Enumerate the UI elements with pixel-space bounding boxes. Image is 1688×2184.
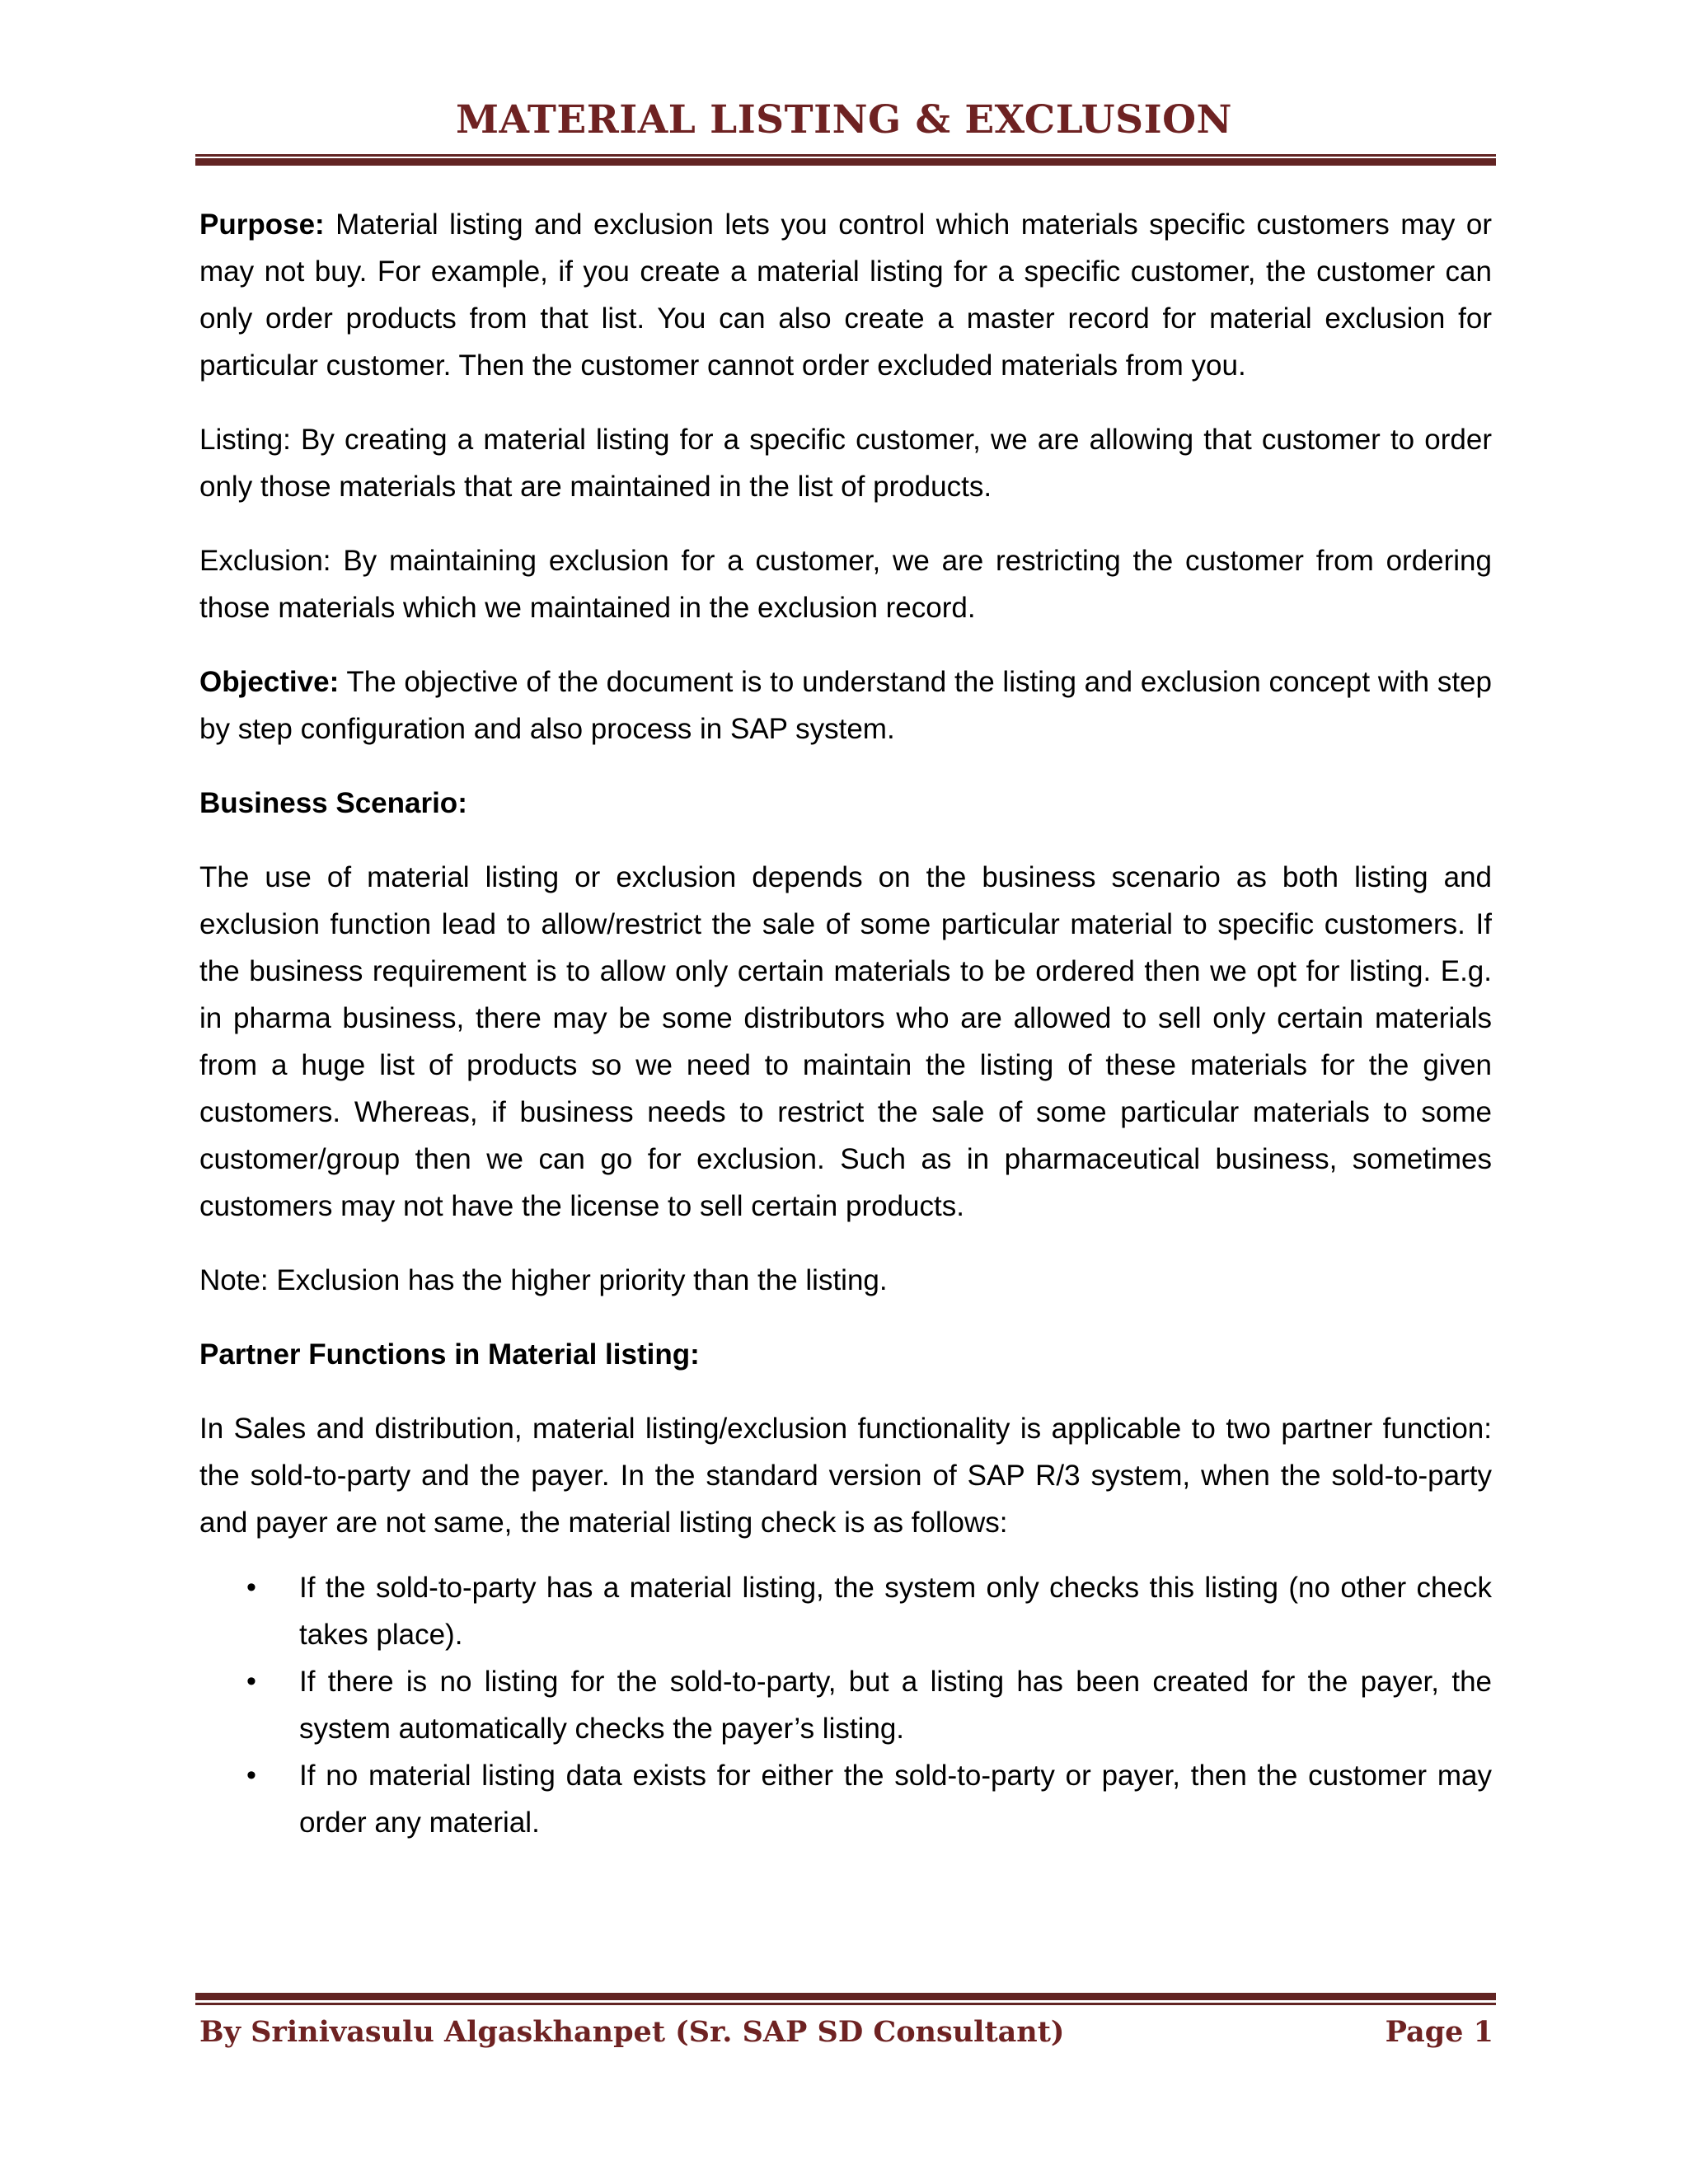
footer-page-number: Page 1 — [1385, 2015, 1493, 2049]
purpose-paragraph — [199, 201, 1492, 389]
note-paragraph: Note: Exclusion has the higher priority than the listing. — [199, 1264, 888, 1296]
page-title: MATERIAL LISTING & EXCLUSION — [456, 97, 1232, 143]
footer-author: By Srinivasulu Algaskhanpet (Sr. SAP SD Consultant) — [199, 2015, 1065, 2049]
business-scenario-paragraph: The use of material listing or exclusion depends on the business scenario as both listing and exclusion function lead to allow/restrict the sale of some particular material to specific customers. If the business requirement is to allow only certain materials to be ordered then we opt for listing. E.g. in pharma business, there may be some distributors who are allowed to sell only certain materials from a huge list of products so we need to maintain the listing of these materials for the given customers. Whereas, if business needs to restrict the sale of some particular materials to some customer/group then we can go for exclusion. Such as in pharmaceutical business, sometimes customers may not have the license to sell certain products. — [199, 861, 1492, 1222]
purpose-label: Purpose: — [199, 209, 325, 241]
bullet-icon: • — [246, 1760, 256, 1791]
partner-functions-heading: Partner Functions in Material listing: — [199, 1338, 700, 1371]
footer-rule-thin — [195, 2003, 1496, 2005]
footer-rule-thick — [195, 1993, 1496, 2000]
partner-functions-paragraph: In Sales and distribution, material listing/exclusion functionality is applicable to two partner function: the sold-to-party and the payer. In the standard version of SAP R/3 system, when the sold-to-party and payer are not same, the material listing check is as follows: — [199, 1413, 1492, 1539]
listing-paragraph: Listing: By creating a material listing for a specific customer, we are allowing that customer to order only those materials that are maintained in the list of products. — [199, 424, 1492, 503]
list-item — [199, 1752, 1492, 1846]
objective-text: The objective of the document is to understand the listing and exclusion concept with step by step configuration and also process in SAP system. — [199, 666, 1492, 745]
list-item — [199, 1658, 1492, 1752]
list-item-text: If no material listing data exists for either the sold-to-party or payer, then the customer may order any material. — [299, 1760, 1492, 1839]
business-scenario-heading: Business Scenario: — [199, 787, 467, 819]
bullet-icon: • — [246, 1572, 256, 1603]
list-item — [199, 1564, 1492, 1658]
header-rule-thick — [195, 158, 1496, 166]
purpose-text: Material listing and exclusion lets you control which materials specific customers may or may not buy. For example, if you create a material listing for a specific customer, the customer can only order products from that list. You can also create a master record for material exclusion for particular customer. Then the customer cannot order excluded materials from you. — [199, 209, 1492, 382]
list-item-text: If there is no listing for the sold-to-party, but a listing has been created for the payer, the system automatically checks the payer’s listing. — [299, 1666, 1492, 1745]
objective-label: Objective: — [199, 666, 340, 698]
bullet-icon: • — [246, 1666, 256, 1697]
listing-check-list — [199, 1564, 1492, 1846]
exclusion-paragraph: Exclusion: By maintaining exclusion for a customer, we are restricting the customer from ordering those materials which we maintained in the exclusion record. — [199, 545, 1492, 624]
document-body — [199, 201, 1492, 1846]
objective-paragraph — [199, 658, 1492, 752]
header-rule-thin — [195, 154, 1496, 157]
list-item-text: If the sold-to-party has a material listing, the system only checks this listing (no other check takes place). — [299, 1572, 1492, 1651]
